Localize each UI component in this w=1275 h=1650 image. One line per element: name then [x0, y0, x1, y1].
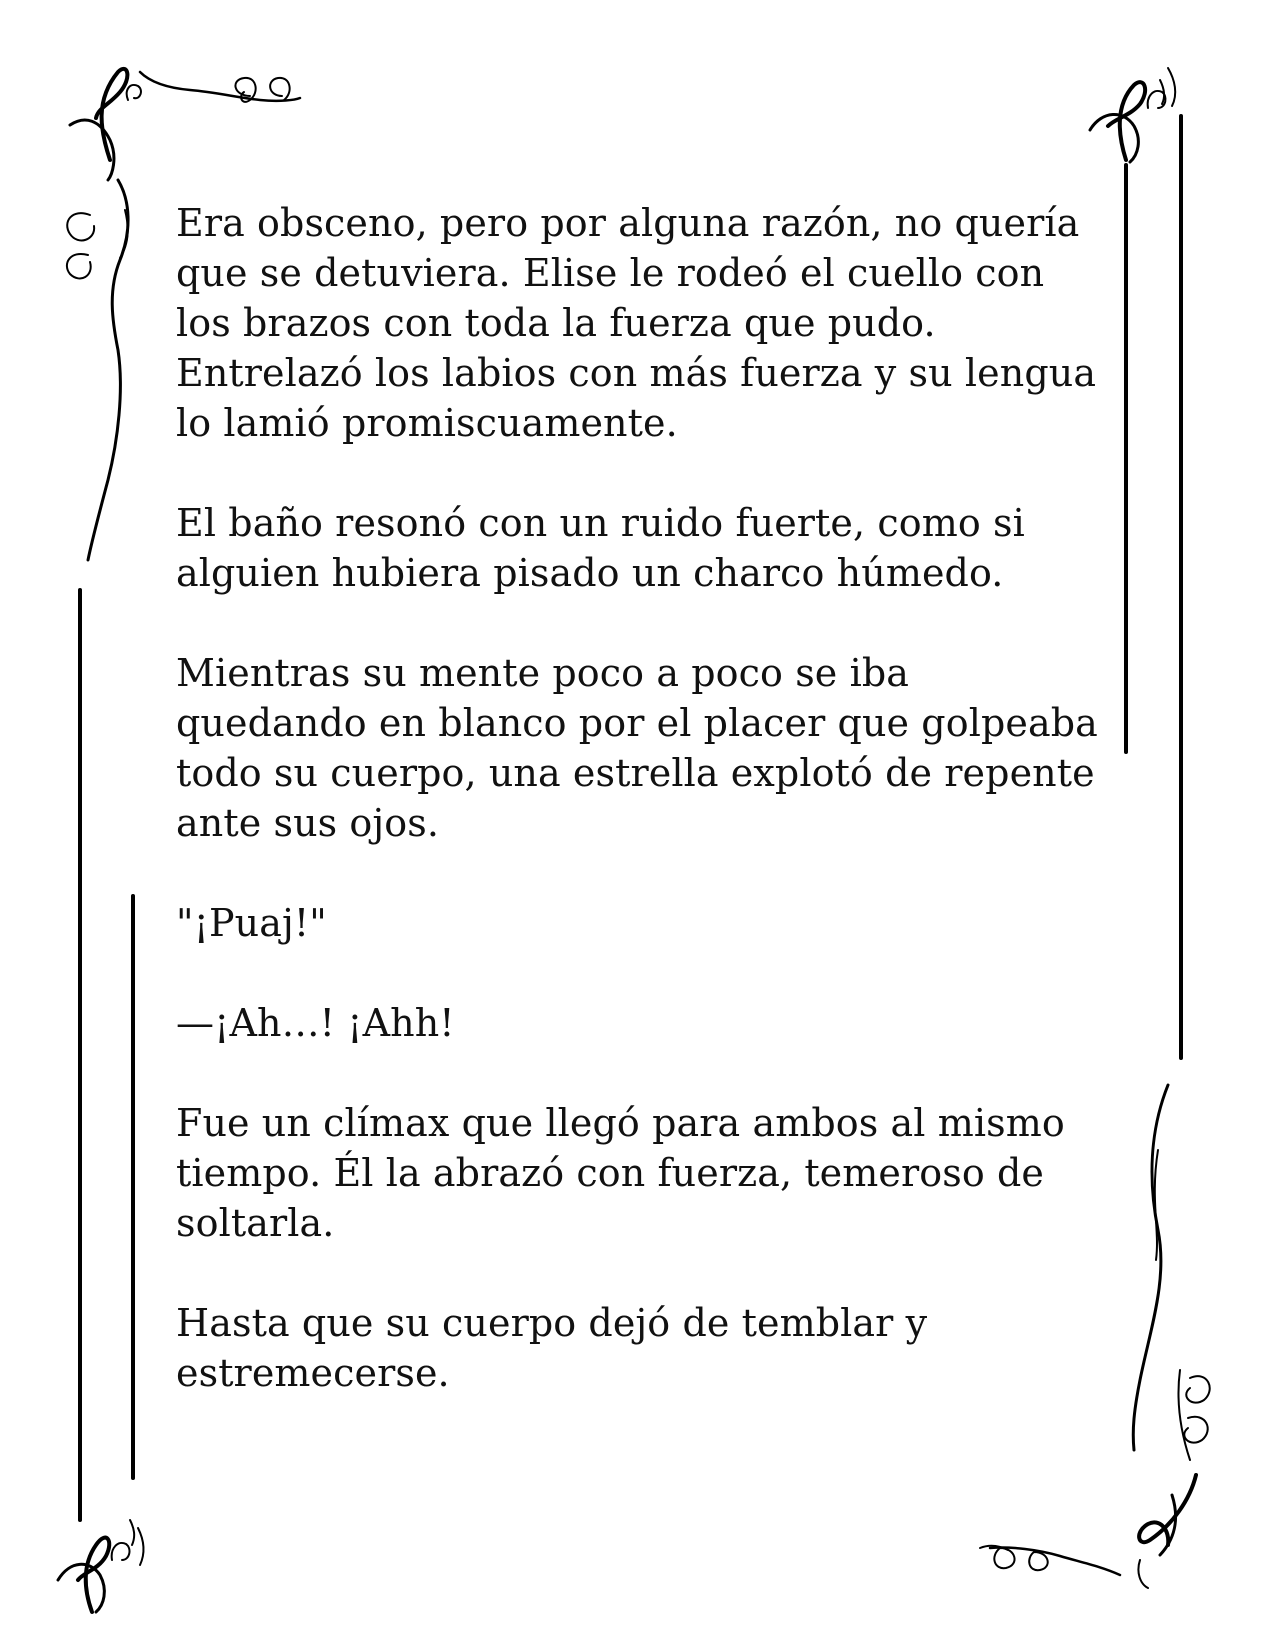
paragraph: Era obsceno, pero por alguna razón, no quería que se detuviera. Elise le rodeó el cuello con los brazos con toda la fuerza que pudo. Entrelazó los labios con más fuerza y su lengua lo lamió promiscuamente. — [176, 201, 1097, 445]
paragraph: Hasta que su cuerpo dejó de temblar y estremecerse. — [176, 1301, 928, 1395]
flourish-bottom-left — [58, 1520, 144, 1612]
flourish-top-right — [1090, 68, 1175, 162]
paragraph: Mientras su mente poco a poco se iba quedando en blanco por el placer que golpeaba todo su cuerpo, una estrella explotó de repente ante sus ojos. — [176, 651, 1098, 845]
paragraph: El baño resonó con un ruido fuerte, como si alguien hubiera pisado un charco húmedo. — [176, 501, 1025, 595]
dialogue-line: —¡Ah…! ¡Ahh! — [176, 1001, 455, 1045]
dialogue-line: "¡Puaj!" — [176, 901, 327, 945]
story-text — [176, 198, 1106, 1398]
paragraph: Fue un clímax que llegó para ambos al mismo tiempo. Él la abrazó con fuerza, temeroso de soltarla. — [176, 1101, 1065, 1245]
